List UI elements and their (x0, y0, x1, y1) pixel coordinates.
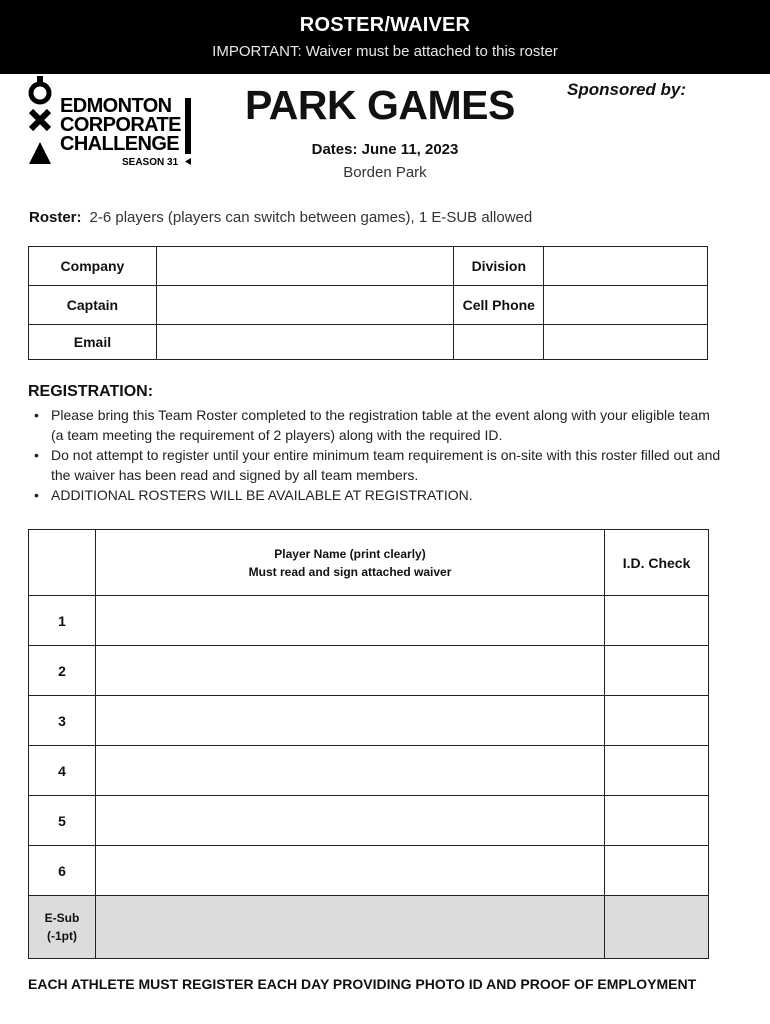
company-field[interactable] (156, 247, 453, 286)
team-info-table (28, 246, 708, 360)
player-name-field[interactable] (95, 846, 604, 896)
esub-id-check-field[interactable] (605, 896, 709, 959)
logo-word-corporate: CORPORATE (60, 114, 181, 136)
row-number: 2 (29, 646, 96, 696)
empty-cell (544, 325, 708, 360)
player-name-header-line1: Player Name (print clearly) (274, 546, 426, 561)
header-title: ROSTER/WAIVER (299, 14, 471, 36)
table-row (29, 646, 709, 696)
player-name-header-line2: Must read and sign attached waiver (248, 564, 452, 579)
table-row (29, 325, 708, 360)
table-row (29, 286, 708, 325)
table-row (29, 796, 709, 846)
id-check-field[interactable] (605, 746, 709, 796)
ecc-logo (26, 76, 206, 172)
id-check-header: I.D. Check (605, 530, 709, 596)
esub-name-field[interactable] (95, 896, 604, 959)
roster-requirements (29, 209, 532, 226)
id-check-field[interactable] (605, 796, 709, 846)
player-name-field[interactable] (95, 596, 604, 646)
id-check-field[interactable] (605, 646, 709, 696)
division-label: Division (454, 247, 544, 286)
number-header (29, 530, 96, 596)
table-row (29, 247, 708, 286)
id-check-field[interactable] (605, 846, 709, 896)
cell-phone-label: Cell Phone (454, 286, 544, 325)
event-dates: Dates: June 11, 2023 (311, 141, 459, 158)
division-field[interactable] (544, 247, 708, 286)
esub-label-line2: (-1pt) (46, 929, 77, 943)
roster-label: Roster: (29, 209, 82, 226)
captain-label: Captain (29, 286, 157, 325)
player-name-field[interactable] (95, 646, 604, 696)
roster-text: 2-6 players (players can switch between games), 1 E-SUB allowed (89, 209, 533, 226)
table-header-row (29, 530, 709, 596)
esub-label (29, 896, 96, 959)
row-number: 1 (29, 596, 96, 646)
cell-phone-field[interactable] (544, 286, 708, 325)
list-item: • Please bring this Team Roster completed to the registration table at the event along with your eligible team (a team meeting the requirement of 2 players) along with the required ID. (34, 405, 724, 445)
esub-row (29, 896, 709, 959)
footer-notice: EACH ATHLETE MUST REGISTER EACH DAY PROVIDING PHOTO ID AND PROOF OF EMPLOYMENT (28, 976, 697, 992)
registration-heading: REGISTRATION: (28, 383, 154, 400)
row-number: 6 (29, 846, 96, 896)
empty-cell (454, 325, 544, 360)
logo-word-edmonton: EDMONTON (60, 95, 172, 117)
event-venue: Borden Park (343, 164, 427, 181)
table-row (29, 746, 709, 796)
registration-list (34, 405, 724, 505)
players-table (28, 529, 709, 959)
player-name-field[interactable] (95, 746, 604, 796)
list-item: • Do not attempt to register until your entire minimum team requirement is on-site with this roster filled out and the waiver has been read and signed by all team members. (34, 445, 724, 485)
row-number: 3 (29, 696, 96, 746)
table-row (29, 596, 709, 646)
header-banner (0, 0, 770, 74)
id-check-field[interactable] (605, 696, 709, 746)
email-label: Email (29, 325, 157, 360)
list-item: • ADDITIONAL ROSTERS WILL BE AVAILABLE AT REGISTRATION. (34, 485, 724, 505)
player-name-header (95, 530, 604, 596)
row-number: 4 (29, 746, 96, 796)
sponsor-label: Sponsored by: (567, 80, 687, 99)
table-row (29, 696, 709, 746)
header-subtitle: IMPORTANT: Waiver must be attached to this roster (212, 43, 558, 60)
id-check-field[interactable] (605, 596, 709, 646)
esub-label-line1: E-Sub (44, 911, 80, 925)
company-label: Company (29, 247, 157, 286)
event-title: PARK GAMES (245, 82, 515, 128)
captain-field[interactable] (156, 286, 453, 325)
logo-season: SEASON 31 (122, 157, 179, 168)
logo-word-challenge: CHALLENGE (60, 133, 180, 155)
row-number: 5 (29, 796, 96, 846)
player-name-field[interactable] (95, 696, 604, 746)
email-field[interactable] (156, 325, 453, 360)
player-name-field[interactable] (95, 796, 604, 846)
table-row (29, 846, 709, 896)
